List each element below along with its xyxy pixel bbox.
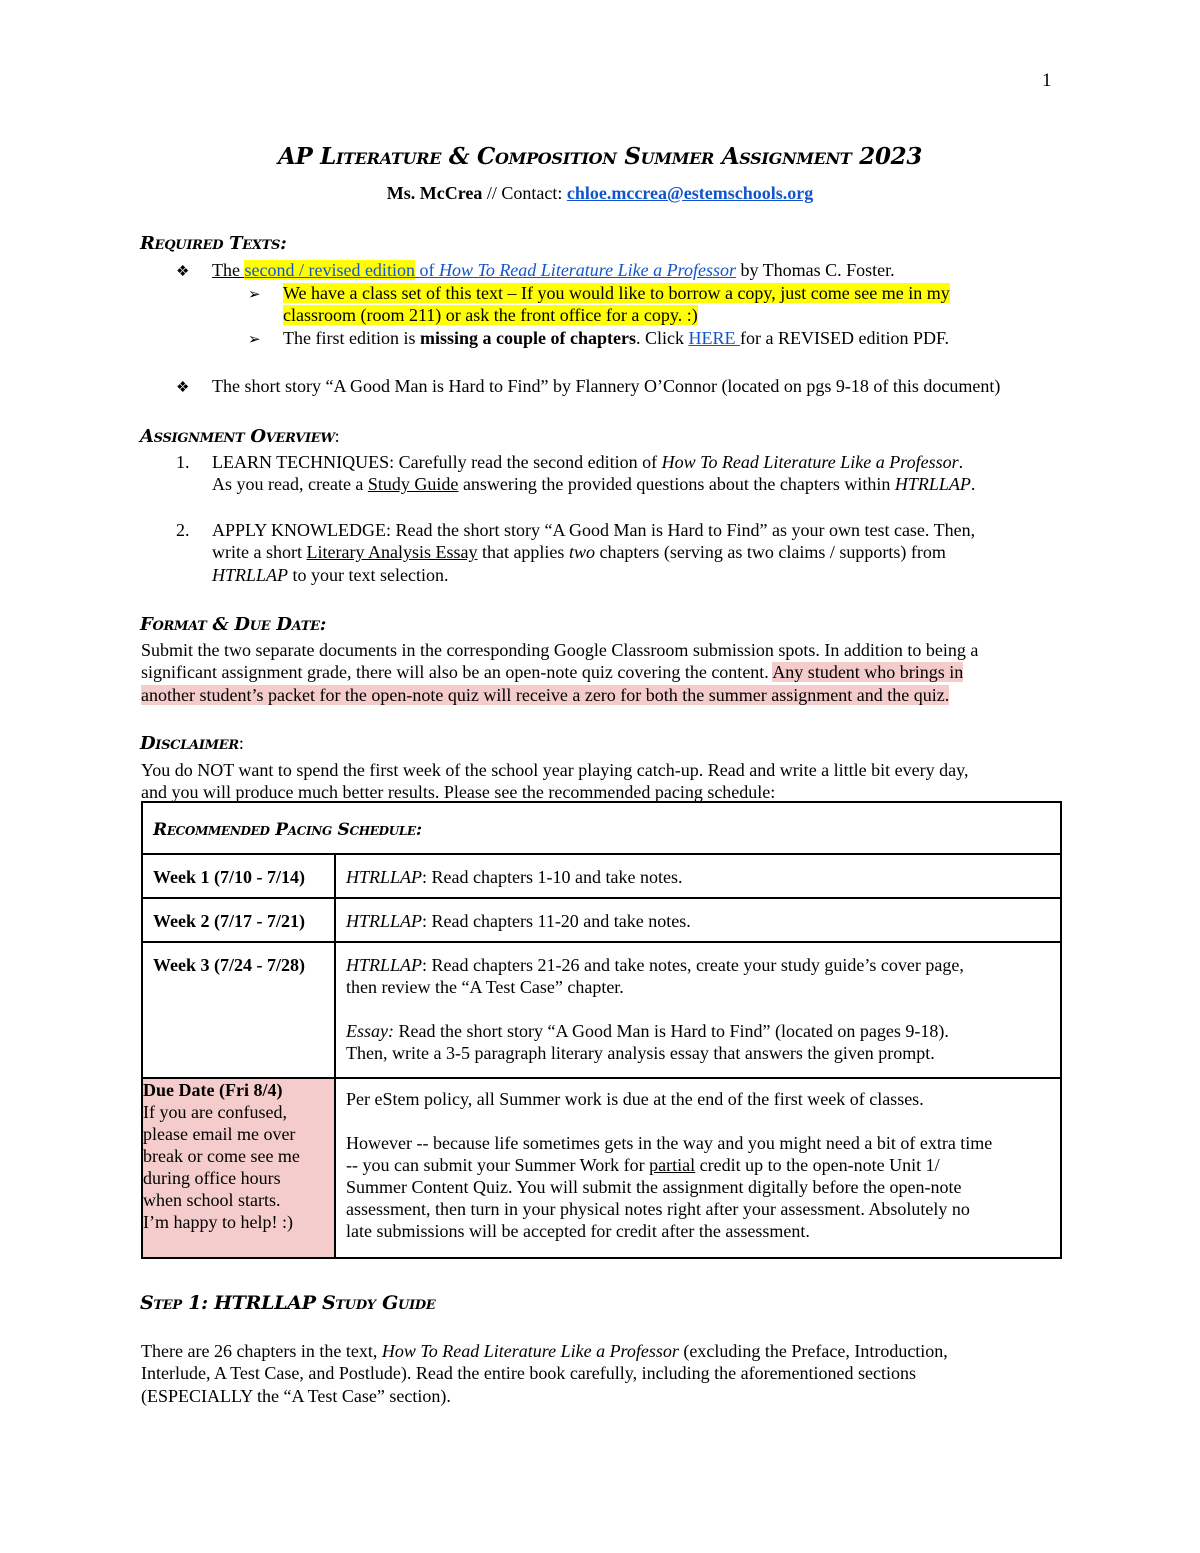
however-post: credit up to the open-note Unit 1/ — [695, 1155, 940, 1175]
disclaimer-heading-text: Disclaimer — [140, 733, 239, 754]
week-task — [336, 855, 1060, 888]
email-link[interactable]: chloe.mccrea@estemschools.org — [566, 183, 814, 203]
chapters-count-text: There are 26 chapters in the text, — [141, 1341, 382, 1361]
htrllap-abbr: HTRLLAP — [214, 1292, 316, 1314]
arrow-bullet-icon: ➢ — [248, 332, 261, 348]
task-text: : Read chapters 11-20 and take notes. — [422, 911, 691, 931]
study-guide-text: Study Guide — [367, 474, 459, 494]
table-row — [142, 942, 1061, 1078]
overview-heading-text: Assignment Overview — [140, 426, 335, 447]
as-you-read-text: As you read, create a — [212, 474, 368, 494]
week-label: Week 1 (7/10 - 7/14) — [153, 867, 305, 887]
step1-line1 — [141, 1340, 948, 1362]
due-note-5: when school starts. — [143, 1190, 281, 1210]
answering-text: answering the provided questions about the chapters within — [458, 474, 895, 494]
task-text: : Read chapters 21-26 and take notes, create your study guide’s cover page, — [422, 955, 964, 975]
contact-label: // Contact: — [482, 183, 567, 203]
however-text-3: Summer Content Quiz. You will submit the assignment digitally before the open-note — [346, 1177, 962, 1197]
due-note-6: I’m happy to help! :) — [143, 1212, 293, 1232]
class-set-text-2: classroom (room 211) or ask the front office for a copy. :) — [283, 305, 698, 325]
format-line1: Submit the two separate documents in the corresponding Google Classroom submission spots. In addition to being a — [141, 640, 979, 660]
overview-colon: : — [334, 426, 340, 446]
edition-link[interactable]: second / revised edition — [244, 260, 415, 280]
applies-text: that applies — [477, 542, 569, 562]
overview-num-2: 2. — [176, 520, 190, 540]
period: . — [970, 474, 976, 494]
diamond-bullet-icon: ❖ — [176, 380, 190, 396]
task-text: : Read chapters 1-10 and take notes. — [422, 867, 683, 887]
click-text: . Click — [635, 328, 689, 348]
write-short-text: write a short — [212, 542, 307, 562]
disclaimer-heading — [140, 733, 244, 754]
step1-line2: Interlude, A Test Case, and Postlude). Read the entire book carefully, including the aforementioned sections — [141, 1363, 917, 1383]
overview-item-2-line2 — [212, 541, 946, 563]
revised-pdf-link[interactable]: HERE — [688, 328, 740, 348]
however-text-4: assessment, then turn in your physical notes right after your assessment. Absolutely no — [346, 1199, 970, 1219]
format-line3 — [141, 684, 949, 706]
two-text: two — [568, 542, 595, 562]
overview-num-1: 1. — [176, 452, 190, 472]
overview-item-2-line1: APPLY KNOWLEDGE: Read the short story “A Good Man is Hard to Find” as your own test case. Then, — [212, 520, 976, 540]
pacing-schedule-table — [141, 801, 1062, 1259]
warning-text-2: another student’s packet for the open-note quiz will receive a zero for both the summer assignment and the quiz. — [141, 685, 950, 705]
overview-heading — [140, 426, 339, 447]
however-pre: -- you can submit your Summer Work for — [346, 1155, 650, 1175]
week-label: Week 3 (7/24 - 7/28) — [153, 955, 305, 975]
step1-line3: (ESPECIALLY the “A Test Case” section). — [141, 1386, 451, 1406]
htrllap-abbr: HTRLLAP — [346, 911, 423, 931]
due-note-3: break or come see me — [143, 1146, 300, 1166]
htrllap-abbr: HTRLLAP — [894, 474, 971, 494]
book-title: How To Read Literature Like a Professor — [381, 1341, 679, 1361]
disclaimer-line2: and you will produce much better results. Please see the recommended pacing schedule: — [141, 782, 776, 802]
however-text-1: However -- because life sometimes gets in the way and you might need a bit of extra time — [346, 1133, 993, 1153]
essay-label: Essay: — [346, 1021, 394, 1041]
book-link[interactable]: How To Read Literature Like a Professor — [438, 260, 736, 280]
step1-heading — [140, 1292, 435, 1314]
required-text-2: The short story “A Good Man is Hard to Find” by Flannery O’Connor (located on pgs 9-18 of this document) — [212, 376, 1001, 396]
teacher-name: Ms. McCrea — [386, 183, 483, 203]
class-set-text-1: We have a class set of this text – If you would like to borrow a copy, just come see me in my — [283, 283, 950, 303]
class-set-note-line2 — [283, 304, 698, 326]
item1-of: of — [414, 260, 439, 280]
step1-post: Study Guide — [315, 1292, 436, 1314]
step1-pre: Step 1: — [140, 1292, 215, 1314]
week-task — [336, 943, 1060, 1064]
due-note-4: during office hours — [143, 1168, 281, 1188]
partial-text: partial — [649, 1155, 696, 1175]
policy-text: Per eStem policy, all Summer work is due at the end of the first week of classes. — [346, 1089, 924, 1109]
quiz-text: significant assignment grade, there will also be an open-note quiz covering the content. — [141, 662, 773, 682]
item1-pre: The — [212, 260, 245, 280]
book-title: How To Read Literature Like a Professor — [661, 452, 959, 472]
first-edition-pre: The first edition is — [283, 328, 420, 348]
learn-techniques-text: LEARN TECHNIQUES: Carefully read the second edition of — [212, 452, 662, 472]
missing-chapters-text: missing a couple of chapters — [419, 328, 636, 348]
diamond-bullet-icon: ❖ — [176, 264, 190, 280]
due-date-label: Due Date (Fri 8/4) — [143, 1080, 283, 1100]
table-header-row — [142, 802, 1061, 854]
format-heading: Format & Due Date: — [140, 614, 327, 635]
page-title: AP Literature & Composition Summer Assignment 2023 — [277, 143, 923, 170]
week-label: Week 2 (7/17 - 7/21) — [153, 911, 305, 931]
week-task — [336, 899, 1060, 932]
essay-type-text: Literary Analysis Essay — [306, 542, 478, 562]
htrllap-abbr: HTRLLAP — [346, 867, 423, 887]
overview-item-2-line3 — [212, 564, 449, 586]
disclaimer-line1: You do NOT want to spend the first week of the school year playing catch-up. Read and write a little bit every day, — [141, 760, 969, 780]
teacher-contact — [0, 183, 1200, 204]
table-row — [142, 898, 1061, 942]
however-text-5: late submissions will be accepted for credit after the assessment. — [346, 1221, 810, 1241]
htrllap-abbr: HTRLLAP — [212, 565, 289, 585]
format-line2 — [141, 661, 963, 683]
table-row — [142, 854, 1061, 898]
first-edition-note — [283, 327, 949, 349]
revised-pdf-text: for a REVISED edition PDF. — [739, 328, 950, 348]
essay-text-1: Read the short story “A Good Man is Hard to Find” (located on pages 9-18). — [394, 1021, 949, 1041]
overview-item-1-line2 — [212, 473, 975, 495]
table-row-due — [142, 1078, 1061, 1258]
excluding-text: (excluding the Preface, Introduction, — [678, 1341, 948, 1361]
chapters-text: chapters (serving as two claims / supports) from — [594, 542, 946, 562]
page-number: 1 — [1042, 70, 1052, 91]
overview-item-1-line1 — [212, 451, 963, 473]
warning-text-1: Any student who brings in — [772, 662, 964, 682]
class-set-note-line1 — [283, 282, 950, 304]
due-note-2: please email me over — [143, 1124, 296, 1144]
htrllap-abbr: HTRLLAP — [346, 955, 423, 975]
item1-author: by Thomas C. Foster. — [735, 260, 895, 280]
required-texts-heading: Required Texts: — [140, 233, 287, 254]
disclaimer-colon: : — [238, 733, 244, 753]
pacing-heading: Recommended Pacing Schedule: — [153, 820, 422, 840]
due-note-1: If you are confused, — [143, 1102, 287, 1122]
text-selection-text: to your text selection. — [288, 565, 449, 585]
task-text-2: then review the “A Test Case” chapter. — [346, 977, 624, 997]
however-text-2 — [346, 1154, 1060, 1176]
due-policy — [336, 1079, 1060, 1242]
arrow-bullet-icon: ➢ — [248, 287, 261, 303]
essay-text-2: Then, write a 3-5 paragraph literary analysis essay that answers the given prompt. — [346, 1043, 935, 1063]
period: . — [958, 452, 964, 472]
required-text-1 — [212, 259, 895, 281]
